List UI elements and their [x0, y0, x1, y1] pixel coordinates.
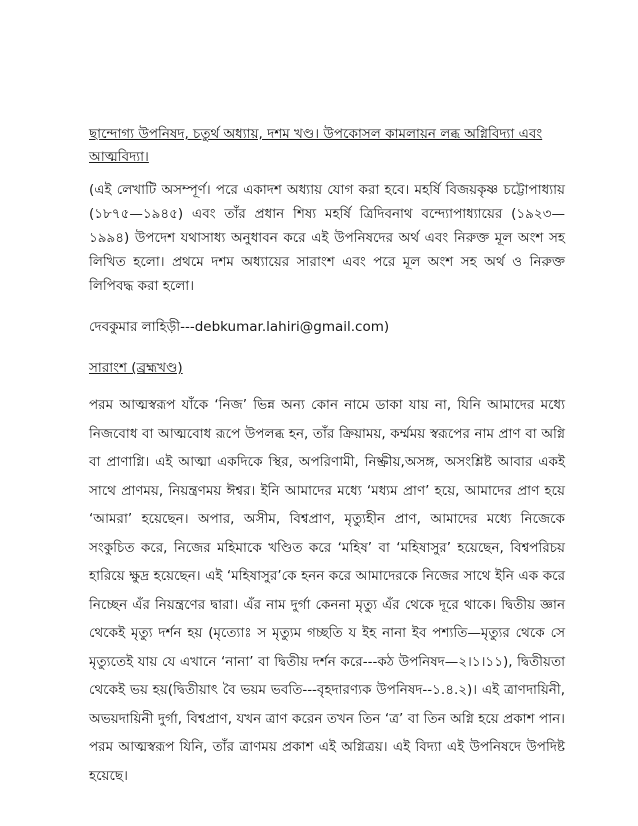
document-heading: ছান্দোগ্য উপনিষদ, চতুর্থ অধ্যায়, দশম খণ্ড। উপকোসল কামলায়ন লব্ধ অগ্নিবিদ্যা এবং আত্মবিদ্যা।	[89, 126, 543, 165]
author-line: দেবকুমার লাহিড়ী---debkumar.lahiri@gmail.com)	[89, 319, 390, 335]
section-title: সারাংশ (ব্রহ্মখণ্ড)	[89, 360, 183, 376]
summary-paragraph: পরম আত্মস্বরূপ যাঁকে ‘নিজ’ ভিন্ন অন্য কোন নামে ডাকা যায় না, যিনি আমাদের মধ্যে নিজবোধ বা আত্মবোধ রূপে উপলব্ধ হন, তাঁর ক্রিয়াময়, কর্ম্মময় স্বরূপের নাম প্রাণ বা অগ্নি বা প্রাণাগ্নি। এই আত্মা একদিকে স্থির, অপরিণামী, নিষ্ক্রীয়,অসঙ্গ, অসংশ্লিষ্ট আবার একই সাথে প্রাণময়, নিয়ন্ত্রণময় ঈশ্বর। ইনি আমাদের মধ্যে ‘মধ্যম প্রাণ’ হয়ে, আমাদের প্রাণ হয়ে ‘আমরা’ হয়েছেন। অপার, অসীম, বিশ্বপ্রাণ, মৃত্যুহীন প্রাণ, আমাদের মধ্যে নিজেকে সংকুচিত করে, নিজের মহিমাকে খণ্ডিত করে ‘মহিষ’ বা ‘মহিষাসুর’ হয়েছেন, বিশ্বপরিচয় হারিয়ে ক্ষুদ্র হয়েছেন। এই ‘মহিষাসুর’কে হনন করে আমাদেরকে নিজের সাথে ইনি এক করে নিচ্ছেন এঁর নিয়ন্ত্রণের দ্বারা। এঁর নাম দুর্গা কেননা মৃত্যু এঁর থেকে দূরে থাকে। দ্বিতীয় জ্ঞান থেকেই মৃত্যু দর্শন হয় (মৃত্যোঃ স মৃত্যুম গচ্ছতি য ইহ নানা ইব পশ্যতি—মৃত্যুর থেকে সে মৃত্যুতেই যায় যে এখানে ‘নানা’ বা দ্বিতীয় দর্শন করে---কঠ উপনিষদ—২।১।১১), দ্বিতীয়তা থেকেই ভয় হয়(দ্বিতীয়াৎ বৈ ভয়ম ভবতি---বৃহদারণ্যক উপনিষদ--১.৪.২)। এই ত্রাণদায়িনী, অভয়দায়িনী দুর্গা, বিশ্বপ্রাণ, যখন ত্রাণ করেন তখন তিন ‘ত্র’ বা তিন অগ্নি হয়ে প্রকাশ পান। পরম আত্মস্বরূপ যিনি, তাঁর ত্রাণময় প্রকাশ এই অগ্নিত্রয়। এই বিদ্যা এই উপনিষদে উপদিষ্ট হয়েছে।	[89, 397, 565, 784]
intro-note: (এই লেখাটি অসম্পূর্ণ। পরে একাদশ অধ্যায় যোগ করা হবে। মহর্ষি বিজয়কৃষ্ণ চট্টোপাধ্যায় (১৮৭৫—১৯৪৫) এবং তাঁর প্রধান শিষ্য মহর্ষি ত্রিদিবনাথ বন্দ্যোপাধ্যায়ের (১৯২৩—১৯৯৪) উপদেশ যথাসাধ্য অনুধাবন করে এই উপনিষদের অর্থ এবং নিরুক্ত মূল অংশ সহ লিখিত হলো। প্রথমে দশম অধ্যায়ের সারাংশ এবং পরে মূল অংশ সহ অর্থ ও নিরুক্ত লিপিবদ্ধ করা হলো।	[89, 182, 565, 294]
